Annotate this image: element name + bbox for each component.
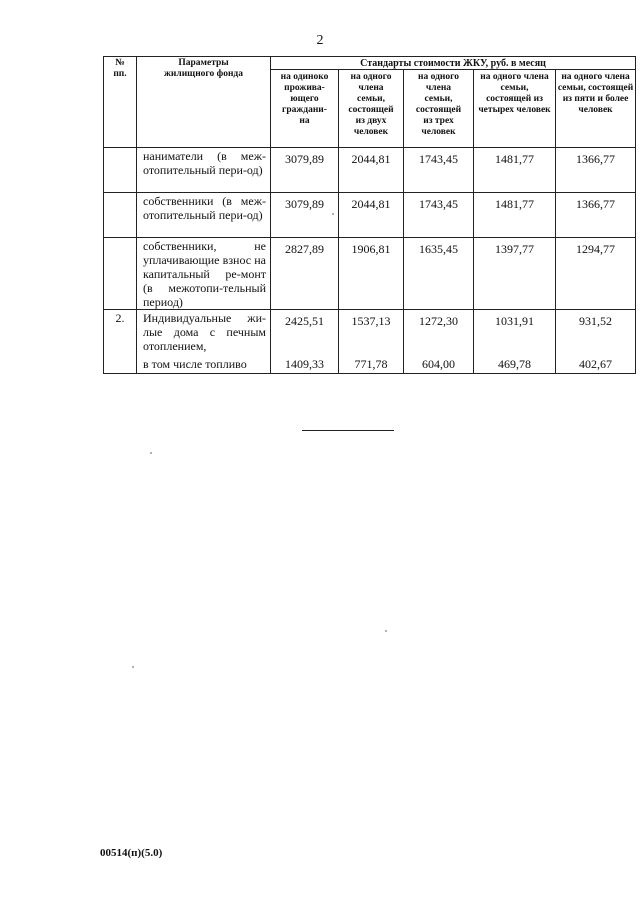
value-five-plus: 1366,77: [556, 148, 636, 193]
scan-speck: [332, 213, 334, 215]
row-number: [104, 148, 137, 193]
value-two: 2044,81: [339, 148, 404, 193]
row-parameter-main: Индивидуальные жи-лые дома с печным отоплением,: [143, 311, 266, 353]
value-four: 1481,77: [474, 193, 556, 238]
page-number: 2: [316, 33, 324, 48]
value-five-plus: 931,52 402,67: [556, 310, 636, 374]
row-parameter: собственники (в меж-отопительный пери-од): [137, 193, 271, 238]
row-number: [104, 193, 137, 238]
row-parameter: наниматели (в меж-отопительный пери-од): [137, 148, 271, 193]
row-parameter: [137, 310, 271, 374]
header-family-of-four: на одного члена семьи, состоящей из четырех человек: [474, 70, 556, 148]
value-two: 2044,81: [339, 193, 404, 238]
scan-speck: [132, 666, 134, 668]
value-four: 1031,91 469,78: [474, 310, 556, 374]
value-four: 1481,77: [474, 148, 556, 193]
value-single: 3079,89: [271, 148, 339, 193]
header-family-of-two: на одного члена семьи, состоящей из двух человек: [339, 70, 404, 148]
table-row: [104, 310, 636, 374]
table-row: [104, 148, 636, 193]
row-parameter: собственники, не уплачивающие взнос на капитальный ре-монт (в межотопи-тельный период): [137, 238, 271, 310]
document-code: 00514(п)(5.0): [100, 847, 163, 859]
header-parameters: Параметры жилищного фонда: [137, 57, 271, 148]
row-parameter-sub: в том числе топливо: [143, 357, 247, 371]
value-three: 1743,45: [404, 148, 474, 193]
header-single-resident: на одиноко прожива-ющего граждани-на: [271, 70, 339, 148]
header-family-of-five-plus: на одного члена семьи, состоящей из пяти и более человек: [556, 70, 636, 148]
value-three: 1743,45: [404, 193, 474, 238]
value-four: 1397,77: [474, 238, 556, 310]
value-three: 1272,30 604,00: [404, 310, 474, 374]
value-single: 3079,89: [271, 193, 339, 238]
scan-speck: [150, 452, 152, 454]
row-number: [104, 238, 137, 310]
table-row: [104, 238, 636, 310]
header-family-of-three: на одного члена семьи, состоящей из трех человек: [404, 70, 474, 148]
value-single: 2827,89: [271, 238, 339, 310]
value-five-plus: 1366,77: [556, 193, 636, 238]
value-three: 1635,45: [404, 238, 474, 310]
value-two: 1906,81: [339, 238, 404, 310]
end-divider: [302, 430, 394, 431]
header-cost-standards: Стандарты стоимости ЖКУ, руб. в месяц: [271, 57, 636, 70]
scan-speck: [385, 630, 387, 632]
value-two: 1537,13 771,78: [339, 310, 404, 374]
value-single: 2425,51 1409,33: [271, 310, 339, 374]
row-number: 2.: [104, 310, 137, 374]
table-row: [104, 193, 636, 238]
header-row-number: № пп.: [104, 57, 137, 148]
housing-cost-table: [103, 56, 636, 374]
value-five-plus: 1294,77: [556, 238, 636, 310]
